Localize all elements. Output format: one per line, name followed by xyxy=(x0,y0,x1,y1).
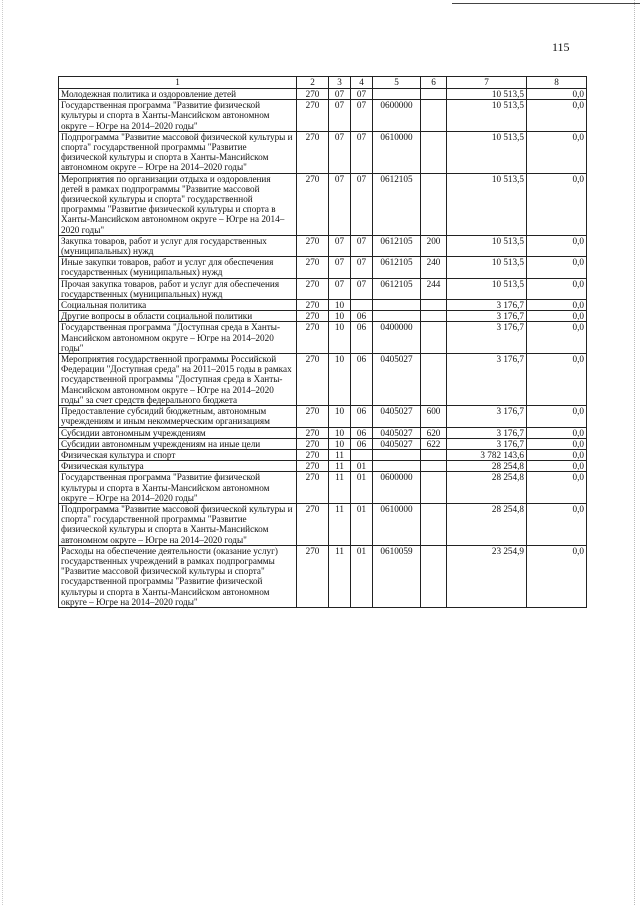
row-description: Государственная программа "Доступная среда в Ханты-Мансийском автономном округе – Югре на 2014–2020 годы" xyxy=(59,322,297,354)
row-expense-type: 244 xyxy=(421,278,447,299)
row-target-item: 0400000 xyxy=(373,322,421,354)
row-amount-2: 0,0 xyxy=(527,278,587,299)
table-row xyxy=(59,278,587,299)
row-code: 270 xyxy=(297,438,329,449)
row-subsection: 07 xyxy=(351,173,373,235)
row-target-item: 0612105 xyxy=(373,278,421,299)
row-code: 270 xyxy=(297,131,329,173)
row-target-item xyxy=(373,449,421,460)
row-code: 270 xyxy=(297,278,329,299)
row-target-item: 0600000 xyxy=(373,472,421,504)
row-expense-type xyxy=(421,545,447,607)
row-amount-2: 0,0 xyxy=(527,89,587,100)
row-amount-2: 0,0 xyxy=(527,131,587,173)
row-subsection: 07 xyxy=(351,235,373,256)
row-expense-type: 622 xyxy=(421,438,447,449)
row-description: Социальная политика xyxy=(59,300,297,311)
row-target-item xyxy=(373,461,421,472)
row-code: 270 xyxy=(297,503,329,545)
row-amount-2: 0,0 xyxy=(527,406,587,427)
row-target-item xyxy=(373,300,421,311)
table-row xyxy=(59,472,587,504)
row-target-item: 0600000 xyxy=(373,100,421,132)
row-subsection: 07 xyxy=(351,100,373,132)
row-section: 10 xyxy=(329,406,351,427)
row-target-item: 0405027 xyxy=(373,438,421,449)
row-target-item: 0610059 xyxy=(373,545,421,607)
row-section: 10 xyxy=(329,322,351,354)
row-expense-type xyxy=(421,173,447,235)
header-col-8: 8 xyxy=(527,77,587,89)
row-description: Государственная программа "Развитие физической культуры и спорта в Ханты-Мансийском автономном округе – Югре на 2014–2020 годы" xyxy=(59,472,297,504)
row-expense-type xyxy=(421,100,447,132)
row-target-item: 0610000 xyxy=(373,503,421,545)
row-description: Мероприятия государственной программы Российской Федерации "Доступная среда" на 2011–2015 годы в рамках государственной программы "Доступная среда в Ханты-Мансийском автономном округе – Югре на 2014–2020 годы" за счет средств федерального бюджета xyxy=(59,354,297,406)
row-amount-2: 0,0 xyxy=(527,472,587,504)
row-target-item: 0612105 xyxy=(373,173,421,235)
row-target-item xyxy=(373,89,421,100)
row-section: 11 xyxy=(329,503,351,545)
table-row xyxy=(59,545,587,607)
scan-edge-right xyxy=(634,0,637,905)
page-number: 115 xyxy=(552,40,570,54)
row-description: Закупка товаров, работ и услуг для государственных (муниципальных) нужд xyxy=(59,235,297,256)
row-expense-type xyxy=(421,449,447,460)
row-amount-2: 0,0 xyxy=(527,503,587,545)
row-amount: 10 513,5 xyxy=(447,235,527,256)
row-subsection: 01 xyxy=(351,503,373,545)
table-row xyxy=(59,449,587,460)
row-amount: 10 513,5 xyxy=(447,89,527,100)
row-subsection: 01 xyxy=(351,545,373,607)
row-code: 270 xyxy=(297,257,329,278)
row-section: 10 xyxy=(329,427,351,438)
row-amount: 3 176,7 xyxy=(447,300,527,311)
row-target-item: 0612105 xyxy=(373,235,421,256)
row-code: 270 xyxy=(297,100,329,132)
row-target-item: 0612105 xyxy=(373,257,421,278)
header-row xyxy=(59,77,587,89)
table-row xyxy=(59,89,587,100)
scan-edge-left xyxy=(2,0,4,905)
header-col-7: 7 xyxy=(447,77,527,89)
table-row xyxy=(59,322,587,354)
row-amount-2: 0,0 xyxy=(527,257,587,278)
row-description: Государственная программа "Развитие физической культуры и спорта в Ханты-Мансийском автономном округе – Югре на 2014–2020 годы" xyxy=(59,100,297,132)
row-expense-type xyxy=(421,461,447,472)
row-amount: 23 254,9 xyxy=(447,545,527,607)
row-amount-2: 0,0 xyxy=(527,427,587,438)
row-section: 11 xyxy=(329,461,351,472)
row-amount: 28 254,8 xyxy=(447,472,527,504)
row-expense-type xyxy=(421,472,447,504)
row-section: 07 xyxy=(329,235,351,256)
row-description: Подпрограмма "Развитие массовой физической культуры и спорта" государственной программы "Развитие физической культуры и спорта в Ханты-Мансийском автономном округе – Югре на 2014–2020 годы" xyxy=(59,131,297,173)
row-target-item xyxy=(373,311,421,322)
row-subsection: 06 xyxy=(351,311,373,322)
row-amount: 10 513,5 xyxy=(447,100,527,132)
row-code: 270 xyxy=(297,406,329,427)
row-expense-type: 240 xyxy=(421,257,447,278)
table-row xyxy=(59,235,587,256)
row-subsection: 06 xyxy=(351,406,373,427)
top-rule xyxy=(452,3,640,4)
row-expense-type xyxy=(421,311,447,322)
row-amount: 3 176,7 xyxy=(447,406,527,427)
table-row xyxy=(59,427,587,438)
table-row xyxy=(59,461,587,472)
row-subsection: 06 xyxy=(351,438,373,449)
row-amount-2: 0,0 xyxy=(527,449,587,460)
row-amount: 10 513,5 xyxy=(447,278,527,299)
header-col-1: 1 xyxy=(59,77,297,89)
table-row xyxy=(59,503,587,545)
row-code: 270 xyxy=(297,461,329,472)
row-section: 07 xyxy=(329,257,351,278)
row-amount: 3 176,7 xyxy=(447,438,527,449)
row-description: Подпрограмма "Развитие массовой физической культуры и спорта" государственной программы "Развитие физической культуры и спорта в Ханты-Мансийском автономном округе – Югре на 2014–2020 годы" xyxy=(59,503,297,545)
table-row xyxy=(59,100,587,132)
row-code: 270 xyxy=(297,300,329,311)
table-row xyxy=(59,257,587,278)
row-code: 270 xyxy=(297,472,329,504)
row-expense-type: 200 xyxy=(421,235,447,256)
row-description: Субсидии автономным учреждениям xyxy=(59,427,297,438)
row-section: 07 xyxy=(329,100,351,132)
row-code: 270 xyxy=(297,322,329,354)
row-amount: 3 176,7 xyxy=(447,427,527,438)
table-row xyxy=(59,173,587,235)
row-description: Иные закупки товаров, работ и услуг для обеспечения государственных (муниципальных) нужд xyxy=(59,257,297,278)
row-section: 10 xyxy=(329,354,351,406)
row-description: Субсидии автономным учреждениям на иные цели xyxy=(59,438,297,449)
row-description: Физическая культура и спорт xyxy=(59,449,297,460)
row-code: 270 xyxy=(297,173,329,235)
row-description: Молодежная политика и оздоровление детей xyxy=(59,89,297,100)
row-amount: 3 782 143,6 xyxy=(447,449,527,460)
row-description: Физическая культура xyxy=(59,461,297,472)
table-row xyxy=(59,406,587,427)
table-row xyxy=(59,438,587,449)
row-section: 07 xyxy=(329,173,351,235)
row-subsection: 07 xyxy=(351,278,373,299)
row-section: 07 xyxy=(329,278,351,299)
row-expense-type xyxy=(421,131,447,173)
row-description: Другие вопросы в области социальной политики xyxy=(59,311,297,322)
row-amount-2: 0,0 xyxy=(527,311,587,322)
row-amount-2: 0,0 xyxy=(527,461,587,472)
row-target-item: 0405027 xyxy=(373,406,421,427)
row-target-item: 0610000 xyxy=(373,131,421,173)
row-amount-2: 0,0 xyxy=(527,545,587,607)
header-col-6: 6 xyxy=(421,77,447,89)
row-code: 270 xyxy=(297,545,329,607)
row-code: 270 xyxy=(297,354,329,406)
row-expense-type xyxy=(421,503,447,545)
row-expense-type xyxy=(421,322,447,354)
row-amount-2: 0,0 xyxy=(527,173,587,235)
row-section: 10 xyxy=(329,438,351,449)
row-amount: 10 513,5 xyxy=(447,257,527,278)
row-subsection: 01 xyxy=(351,472,373,504)
row-expense-type xyxy=(421,300,447,311)
row-amount: 28 254,8 xyxy=(447,461,527,472)
row-amount: 28 254,8 xyxy=(447,503,527,545)
row-amount-2: 0,0 xyxy=(527,100,587,132)
row-amount: 3 176,7 xyxy=(447,322,527,354)
row-description: Предоставление субсидий бюджетным, автономным учреждениям и иным некоммерческим организациям xyxy=(59,406,297,427)
header-col-5: 5 xyxy=(373,77,421,89)
row-amount: 10 513,5 xyxy=(447,173,527,235)
header-col-4: 4 xyxy=(351,77,373,89)
row-amount-2: 0,0 xyxy=(527,322,587,354)
row-target-item: 0405027 xyxy=(373,354,421,406)
row-amount-2: 0,0 xyxy=(527,354,587,406)
row-description: Расходы на обеспечение деятельности (оказание услуг) государственных учреждений в рамках подпрограммы "Развитие массовой физической культуры и спорта" государственной программы "Развитие физической культуры и спорта в Ханты-Мансийском автономном округе – Югре на 2014–2020 годы" xyxy=(59,545,297,607)
header-col-2: 2 xyxy=(297,77,329,89)
table-row xyxy=(59,354,587,406)
row-code: 270 xyxy=(297,311,329,322)
table-body xyxy=(59,89,587,608)
row-description: Прочая закупка товаров, работ и услуг для обеспечения государственных (муниципальных) нужд xyxy=(59,278,297,299)
row-expense-type: 600 xyxy=(421,406,447,427)
table-row xyxy=(59,311,587,322)
row-section: 07 xyxy=(329,131,351,173)
row-amount-2: 0,0 xyxy=(527,438,587,449)
table-row xyxy=(59,300,587,311)
row-subsection: 01 xyxy=(351,461,373,472)
row-code: 270 xyxy=(297,235,329,256)
row-section: 11 xyxy=(329,545,351,607)
row-amount: 3 176,7 xyxy=(447,354,527,406)
row-code: 270 xyxy=(297,89,329,100)
row-amount-2: 0,0 xyxy=(527,235,587,256)
header-col-3: 3 xyxy=(329,77,351,89)
row-amount: 10 513,5 xyxy=(447,131,527,173)
row-subsection xyxy=(351,300,373,311)
table-row xyxy=(59,131,587,173)
row-subsection: 06 xyxy=(351,427,373,438)
row-target-item: 0405027 xyxy=(373,427,421,438)
row-subsection: 06 xyxy=(351,322,373,354)
row-expense-type xyxy=(421,354,447,406)
row-subsection: 07 xyxy=(351,89,373,100)
row-section: 10 xyxy=(329,300,351,311)
row-amount-2: 0,0 xyxy=(527,300,587,311)
row-section: 07 xyxy=(329,89,351,100)
row-description: Мероприятия по организации отдыха и оздоровления детей в рамках подпрограммы "Развитие массовой физической культуры и спорта" государственной программы "Развитие физической культуры и спорта в Ханты-Мансийском автономном округе – Югре на 2014–2020 годы" xyxy=(59,173,297,235)
row-subsection: 06 xyxy=(351,354,373,406)
budget-table xyxy=(58,76,587,608)
row-subsection xyxy=(351,449,373,460)
row-section: 11 xyxy=(329,472,351,504)
row-code: 270 xyxy=(297,449,329,460)
row-section: 10 xyxy=(329,311,351,322)
row-code: 270 xyxy=(297,427,329,438)
row-expense-type xyxy=(421,89,447,100)
row-subsection: 07 xyxy=(351,257,373,278)
row-section: 11 xyxy=(329,449,351,460)
row-amount: 3 176,7 xyxy=(447,311,527,322)
row-subsection: 07 xyxy=(351,131,373,173)
row-expense-type: 620 xyxy=(421,427,447,438)
